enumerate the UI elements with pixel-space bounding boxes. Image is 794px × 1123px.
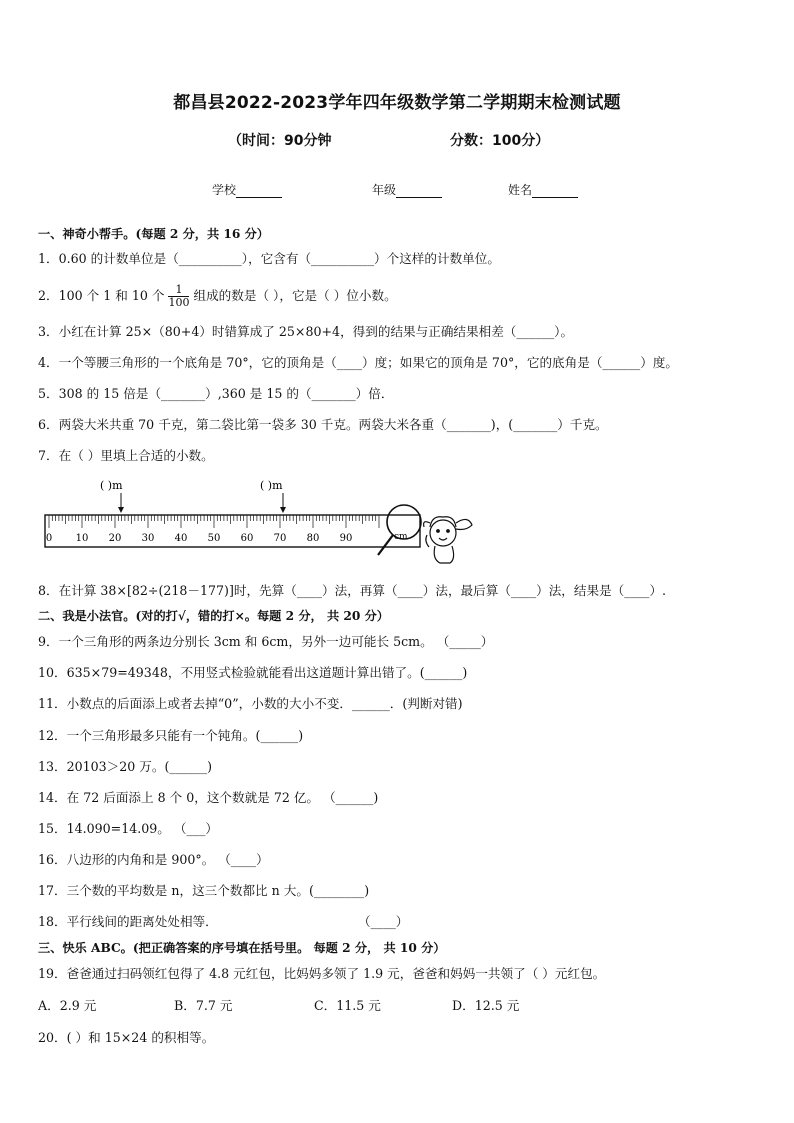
name-label: 姓名 bbox=[508, 183, 533, 197]
question-7: 7．在（ ）里填上合适的小数。 bbox=[38, 448, 214, 463]
ruler-tick-label: 10 bbox=[75, 533, 89, 544]
grade-field[interactable] bbox=[372, 181, 442, 198]
ruler-body bbox=[45, 515, 420, 547]
question-18-text: 18．平行线间的距离处处相等． bbox=[38, 914, 218, 929]
ruler-tick-label: 20 bbox=[108, 533, 122, 544]
fraction-numerator: 1 bbox=[168, 284, 189, 297]
ruler-tick-label: 90 bbox=[339, 533, 353, 544]
question-13: 13．20103＞20 万。(______) bbox=[38, 759, 213, 774]
question-19: 19．爸爸通过扫码领红包得了 4.8 元红包，比妈妈多领了 1.9 元，爸爸和妈妈一共领了（ ）元红包。 bbox=[38, 966, 606, 981]
question-20: 20．( ）和 15×24 的积相等。 bbox=[38, 1030, 215, 1045]
question-4: 4．一个等腰三角形的一个底角是 70°，它的顶角是（____）度；如果它的顶角是 70°，它的底角是（______）度。 bbox=[38, 355, 678, 370]
question-11: 11．小数点的后面添上或者去掉“0”，小数的大小不变．______．(判断对错) bbox=[38, 696, 463, 711]
girl-cartoon bbox=[424, 517, 472, 563]
ruler-tick-label: 30 bbox=[141, 533, 155, 544]
ruler-tick-label: 0 bbox=[45, 533, 53, 544]
fraction bbox=[168, 284, 189, 309]
exam-time: （时间：90分钟 bbox=[228, 133, 332, 149]
ruler-bracket-2: ( )m bbox=[260, 479, 283, 492]
school-field[interactable] bbox=[212, 181, 282, 198]
question-8: 8．在计算 38×[82÷(218－177)]时，先算（____）法，再算（____）法，最后算（____）法，结果是（____）. bbox=[38, 583, 667, 598]
ruler-tick-label: 40 bbox=[174, 533, 188, 544]
ruler-unit: cm bbox=[394, 532, 408, 542]
ruler-tick-label: 80 bbox=[306, 533, 320, 544]
question-12: 12．一个三角形最多只能有一个钝角。(______) bbox=[38, 728, 304, 743]
question-2 bbox=[38, 284, 774, 309]
school-label: 学校 bbox=[212, 183, 237, 197]
question-2-text-end: 组成的数是（ ），它是（ ）位小数。 bbox=[193, 288, 397, 303]
exam-score: 分数：100分） bbox=[450, 133, 550, 149]
ruler-tick-label: 70 bbox=[273, 533, 287, 544]
section-3-heading: 三、快乐 ABC。(把正确答案的序号填在括号里。 每题 2 分， 共 10 分） bbox=[38, 941, 446, 955]
question-1: 1．0.60 的计数单位是（__________），它含有（__________）个这样的计数单位。 bbox=[38, 251, 500, 266]
question-10: 10．635×79=49348，不用竖式检验就能看出这道题计算出错了。(______) bbox=[38, 665, 468, 680]
ruler-figure bbox=[40, 475, 480, 571]
question-16: 16．八边形的内角和是 900°。 （____） bbox=[38, 852, 269, 867]
grade-label: 年级 bbox=[372, 183, 397, 197]
question-6: 6．两袋大米共重 70 千克，第二袋比第一袋多 30 千克。两袋大米各重（_______)，(_______）千克。 bbox=[38, 417, 608, 432]
question-2-text: 2．100 个 1 和 10 个 bbox=[38, 288, 165, 303]
page-title: 都昌县2022-2023学年四年级数学第二学期期末检测试题 bbox=[173, 93, 621, 113]
fraction-denominator: 100 bbox=[168, 296, 190, 309]
question-14: 14．在 72 后面添上 8 个 0，这个数就是 72 亿。 （______) bbox=[38, 790, 379, 805]
question-18 bbox=[38, 914, 774, 930]
ruler-tick-label: 50 bbox=[207, 533, 221, 544]
name-field[interactable] bbox=[508, 181, 578, 198]
question-3: 3．小红在计算 25×（80+4）时错算成了 25×80+4，得到的结果与正确结果相差（______）。 bbox=[38, 324, 574, 339]
question-18-blank: （____） bbox=[358, 914, 409, 929]
question-9: 9．一个三角形的两条边分别长 3cm 和 6cm，另外一边可能长 5cm。 （_____） bbox=[38, 634, 494, 649]
ruler-tick-label: 60 bbox=[240, 533, 254, 544]
section-1-heading: 一、神奇小帮手。(每题 2 分，共 16 分） bbox=[38, 227, 269, 241]
question-15: 15．14.090=14.09。 （___） bbox=[38, 821, 218, 836]
option-c[interactable]: C．11.5 元 bbox=[314, 998, 381, 1013]
question-5: 5．308 的 15 倍是（_______）,360 是 15 的（_______）倍． bbox=[38, 386, 394, 401]
option-d[interactable]: D．12.5 元 bbox=[452, 998, 520, 1013]
section-2-heading: 二、我是小法官。(对的打√，错的打×。每题 2 分， 共 20 分） bbox=[38, 609, 389, 623]
question-17: 17．三个数的平均数是 n，这三个数都比 n 大。(________) bbox=[38, 883, 370, 898]
ruler-bracket-1: ( )m bbox=[100, 479, 123, 492]
option-a[interactable]: A．2.9 元 bbox=[38, 998, 97, 1013]
option-b[interactable]: B．7.7 元 bbox=[174, 998, 233, 1013]
